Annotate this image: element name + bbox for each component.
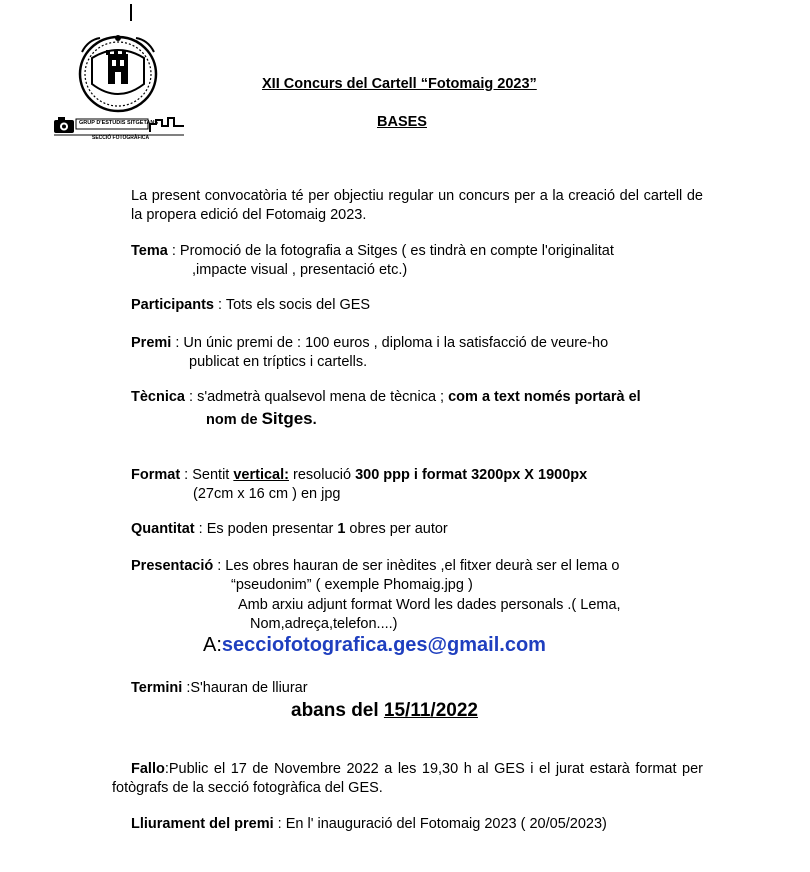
document-subtitle: BASES — [377, 114, 427, 130]
presentacio-line4: Nom,adreça,telefon....) — [250, 616, 398, 632]
format-vertical: vertical: — [233, 467, 289, 483]
termini-text: :S'hauran de lliurar — [182, 680, 308, 696]
tecnica-line2-suffix: . — [312, 412, 317, 428]
tecnica-line1 — [131, 389, 641, 405]
tecnica-bold-text: com a text només portarà el — [448, 389, 641, 405]
tema-text: : Promoció de la fotografia a Sitges ( es tindrà en compte l'originalitat — [167, 243, 614, 259]
presentacio-text: : Les obres hauran de ser inèdites ,el fitxer deurà ser el lema o — [213, 558, 620, 574]
quantitat-label: Quantitat — [131, 521, 195, 537]
termini-line — [131, 680, 308, 696]
logo-caption-line1: GRUP D'ESTUDIS SITGETANS — [79, 120, 159, 126]
presentacio-line2: “pseudonim” ( exemple Phomaig.jpg ) — [231, 577, 473, 593]
premi-text: : Un únic premi de : 100 euros , diploma i la satisfacció de veure-ho — [171, 335, 609, 351]
termini-label: Termini — [131, 680, 183, 696]
ges-logo — [52, 34, 188, 142]
tecnica-text: : s'admetrà qualsevol mena de tècnica ; — [185, 389, 449, 405]
email-prefix: A: — [203, 634, 222, 656]
deadline-date: 15/11/2022 — [383, 700, 478, 721]
quantitat-post: obres per autor — [345, 521, 448, 537]
text-cursor — [130, 4, 132, 21]
email-address-link[interactable]: secciofotografica.ges@gmail.com — [221, 634, 546, 656]
document-title: XII Concurs del Cartell “Fotomaig 2023” — [262, 76, 537, 92]
deadline — [291, 700, 478, 722]
format-line2: (27cm x 16 cm ) en jpg — [193, 486, 341, 502]
format-line1 — [131, 467, 587, 483]
tecnica-sitges: Sitges — [261, 409, 313, 428]
fallo-text: :Public el 17 de Novembre 2022 a les 19,30 h al GES i el jurat estarà format per fotògrafs de la secció fotogràfica del GES. — [112, 761, 703, 796]
quantitat-line — [131, 521, 448, 537]
quantitat-pre: : Es poden presentar — [194, 521, 338, 537]
fallo-label: Fallo — [131, 761, 165, 777]
intro-paragraph: La present convocatòria té per objectiu regular un concurs per a la creació del cartell de la propera edició del Fotomaig 2023. — [131, 188, 703, 223]
logo-caption-line2: SECCIÓ FOTOGRÀFICA — [92, 135, 150, 141]
deadline-prefix: abans del — [291, 700, 384, 721]
presentacio-label: Presentació — [131, 558, 214, 574]
lliurament-text: : En l' inauguració del Fotomaig 2023 ( 20/05/2023) — [273, 816, 607, 832]
email-line — [203, 634, 546, 657]
tema-line2: ,impacte visual , presentació etc.) — [192, 262, 408, 278]
lliurament-label: Lliurament del premi — [131, 816, 274, 832]
participants-line — [131, 297, 370, 313]
premi-line2: publicat en tríptics i cartells. — [189, 354, 368, 370]
format-mid: resolució — [288, 467, 356, 483]
tecnica-line2 — [206, 409, 317, 429]
participants-text: : Tots els socis del GES — [214, 297, 371, 313]
tecnica-line2-prefix: nom de — [206, 412, 262, 428]
participants-label: Participants — [131, 297, 214, 313]
tecnica-label: Tècnica — [131, 389, 185, 405]
fallo-paragraph — [112, 760, 703, 798]
presentacio-line1 — [131, 558, 619, 574]
tema-line1 — [131, 243, 614, 259]
presentacio-line3: Amb arxiu adjunt format Word les dades personals .( Lema, — [238, 597, 621, 613]
format-pre: : Sentit — [180, 467, 234, 483]
premi-label: Premi — [131, 335, 172, 351]
tema-label: Tema — [131, 243, 168, 259]
premi-line1 — [131, 335, 608, 351]
format-resolution: 300 ppp i format 3200px X 1900px — [355, 467, 588, 483]
lliurament-line — [131, 816, 607, 832]
format-label: Format — [131, 467, 181, 483]
quantitat-number: 1 — [337, 521, 346, 537]
